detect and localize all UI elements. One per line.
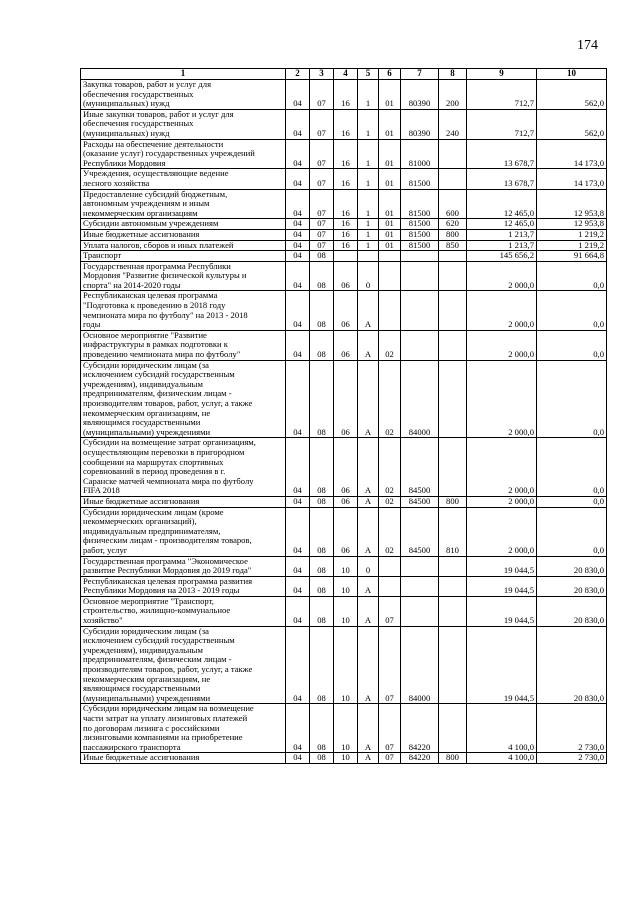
cell-section: 04 — [286, 753, 310, 764]
cell-amount-2019: 2 000,0 — [467, 438, 537, 497]
table-row — [81, 229, 607, 240]
cell-section: 04 — [286, 496, 310, 507]
cell-name: Государственная программа Республики Мордовия "Развитие физической культуры и спорта" на 2014-2020 годы — [81, 261, 286, 291]
cell-section: 04 — [286, 240, 310, 251]
cell-expense-type: 800 — [439, 229, 467, 240]
cell-name: Иные закупки товаров, работ и услуг для обеспечения государственных (муниципальных) нужд — [81, 109, 286, 139]
cell-program: 16 — [334, 139, 358, 169]
cell-subsection: 07 — [310, 240, 334, 251]
column-header-8: 8 — [439, 69, 467, 80]
cell-amount-2020: 1 219,2 — [537, 229, 607, 240]
cell-expense-type — [439, 360, 467, 438]
column-header-6: 6 — [379, 69, 401, 80]
cell-subprogram: 1 — [358, 169, 379, 189]
cell-subprogram: А — [358, 704, 379, 753]
cell-program: 10 — [334, 576, 358, 596]
column-header-2: 2 — [286, 69, 310, 80]
cell-name: Субсидии юридическим лицам (за исключением субсидий государственным учреждениям), индивидуальным предпринимателям, физическим лицам - производителям товаров, работ, услуг, а также некоммерческим организациям, не являющимся государственными (муниципальными) учреждениями — [81, 626, 286, 704]
cell-subprogram: А — [358, 626, 379, 704]
cell-event: 02 — [379, 330, 401, 360]
cell-name: Расходы на обеспечение деятельности (оказание услуг) государственных учреждений Республики Мордовия — [81, 139, 286, 169]
cell-direction — [401, 291, 439, 330]
table-row — [81, 496, 607, 507]
cell-section: 04 — [286, 507, 310, 556]
cell-direction: 80390 — [401, 80, 439, 110]
cell-amount-2020: 20 830,0 — [537, 576, 607, 596]
table-row — [81, 240, 607, 251]
cell-amount-2019: 712,7 — [467, 80, 537, 110]
cell-event: 01 — [379, 240, 401, 251]
cell-program: 10 — [334, 626, 358, 704]
cell-subsection: 07 — [310, 109, 334, 139]
cell-program: 10 — [334, 596, 358, 626]
cell-name: Государственная программа "Экономическое развитие Республики Мордовия до 2019 года" — [81, 556, 286, 576]
cell-subsection: 07 — [310, 229, 334, 240]
cell-event: 07 — [379, 704, 401, 753]
cell-subprogram: А — [358, 291, 379, 330]
cell-event: 02 — [379, 496, 401, 507]
cell-section: 04 — [286, 189, 310, 219]
cell-expense-type: 600 — [439, 189, 467, 219]
cell-direction: 81500 — [401, 189, 439, 219]
table-row — [81, 596, 607, 626]
cell-name: Основное мероприятие "Транспорт, строительство, жилищно-коммунальное хозяйство" — [81, 596, 286, 626]
cell-subprogram: 1 — [358, 229, 379, 240]
cell-direction: 84500 — [401, 496, 439, 507]
cell-subsection: 08 — [310, 704, 334, 753]
cell-subsection: 08 — [310, 330, 334, 360]
cell-name: Иные бюджетные ассигнования — [81, 753, 286, 764]
cell-subsection: 08 — [310, 596, 334, 626]
cell-amount-2020: 20 830,0 — [537, 596, 607, 626]
cell-amount-2019: 2 000,0 — [467, 507, 537, 556]
cell-expense-type — [439, 291, 467, 330]
cell-expense-type — [439, 330, 467, 360]
cell-subprogram: 1 — [358, 219, 379, 230]
cell-expense-type — [439, 556, 467, 576]
cell-name: Субсидии автономным учреждениям — [81, 219, 286, 230]
cell-event — [379, 251, 401, 262]
cell-subprogram: 0 — [358, 556, 379, 576]
column-header-7: 7 — [401, 69, 439, 80]
cell-subsection: 07 — [310, 219, 334, 230]
cell-section: 04 — [286, 330, 310, 360]
cell-section: 04 — [286, 704, 310, 753]
cell-amount-2020: 20 830,0 — [537, 626, 607, 704]
table-row — [81, 753, 607, 764]
cell-amount-2020: 0,0 — [537, 496, 607, 507]
cell-event — [379, 291, 401, 330]
cell-subprogram: А — [358, 438, 379, 497]
page-number: 174 — [577, 38, 598, 53]
cell-amount-2020: 0,0 — [537, 360, 607, 438]
cell-amount-2020: 562,0 — [537, 80, 607, 110]
table-row — [81, 189, 607, 219]
cell-amount-2020: 562,0 — [537, 109, 607, 139]
cell-event: 02 — [379, 360, 401, 438]
cell-section: 04 — [286, 596, 310, 626]
cell-name: Субсидии юридическим лицам (кроме некоммерческих организаций), индивидуальным предпринимателям, физическим лицам - производителям товаров, работ, услуг — [81, 507, 286, 556]
cell-amount-2019: 1 213,7 — [467, 240, 537, 251]
cell-subsection: 08 — [310, 251, 334, 262]
table-row — [81, 704, 607, 753]
cell-direction: 80390 — [401, 109, 439, 139]
table-row — [81, 261, 607, 291]
cell-amount-2020: 0,0 — [537, 291, 607, 330]
column-header-4: 4 — [334, 69, 358, 80]
cell-name: Субсидии юридическим лицам на возмещение части затрат на уплату лизинговых платежей по договорам лизинга с российскими лизинговыми компаниями на приобретение пассажирского транспорта — [81, 704, 286, 753]
cell-direction — [401, 596, 439, 626]
cell-program: 16 — [334, 219, 358, 230]
cell-event: 01 — [379, 139, 401, 169]
cell-event: 02 — [379, 438, 401, 497]
cell-expense-type — [439, 261, 467, 291]
cell-subsection: 08 — [310, 360, 334, 438]
cell-amount-2020: 12 953,8 — [537, 219, 607, 230]
cell-event: 01 — [379, 169, 401, 189]
cell-event: 01 — [379, 219, 401, 230]
cell-expense-type: 810 — [439, 507, 467, 556]
cell-subsection: 07 — [310, 139, 334, 169]
cell-event: 01 — [379, 229, 401, 240]
cell-name: Субсидии на возмещение затрат организациям, осуществляющим перевозки в пригородном сообщении на маршрутах спортивных соревнований в период проведения в г. Саранске матчей чемпионата мира по футболу FIFA 2018 — [81, 438, 286, 497]
cell-direction — [401, 556, 439, 576]
cell-name: Основное мероприятие "Развитие инфраструктуры в рамках подготовки к проведению чемпионата мира по футболу" — [81, 330, 286, 360]
table-row — [81, 438, 607, 497]
cell-program: 16 — [334, 80, 358, 110]
table-row — [81, 360, 607, 438]
cell-program: 10 — [334, 753, 358, 764]
cell-expense-type: 850 — [439, 240, 467, 251]
cell-amount-2020: 0,0 — [537, 438, 607, 497]
cell-section: 04 — [286, 576, 310, 596]
cell-name: Предоставление субсидий бюджетным, автономным учреждениям и иным некоммерческим организациям — [81, 189, 286, 219]
cell-amount-2019: 712,7 — [467, 109, 537, 139]
cell-program: 16 — [334, 189, 358, 219]
cell-amount-2020: 2 730,0 — [537, 704, 607, 753]
cell-amount-2019: 4 100,0 — [467, 753, 537, 764]
column-header-3: 3 — [310, 69, 334, 80]
cell-direction: 84500 — [401, 507, 439, 556]
cell-name: Субсидии юридическим лицам (за исключением субсидий государственным учреждениям), индивидуальным предпринимателям, физическим лицам - производителям товаров, работ, услуг, а также некоммерческим организациям, не являющимся государственными (муниципальными) учреждениями — [81, 360, 286, 438]
cell-amount-2020: 1 219,2 — [537, 240, 607, 251]
cell-expense-type — [439, 139, 467, 169]
cell-expense-type — [439, 596, 467, 626]
cell-subsection: 08 — [310, 438, 334, 497]
cell-section: 04 — [286, 109, 310, 139]
cell-subprogram: А — [358, 496, 379, 507]
cell-name: Иные бюджетные ассигнования — [81, 496, 286, 507]
cell-amount-2019: 13 678,7 — [467, 139, 537, 169]
cell-subprogram: 1 — [358, 80, 379, 110]
cell-subsection: 08 — [310, 496, 334, 507]
cell-event: 01 — [379, 109, 401, 139]
column-header-10: 10 — [537, 69, 607, 80]
cell-expense-type: 800 — [439, 496, 467, 507]
cell-subsection: 08 — [310, 626, 334, 704]
cell-subprogram: А — [358, 596, 379, 626]
cell-amount-2020: 20 830,0 — [537, 556, 607, 576]
cell-amount-2020: 14 173,0 — [537, 139, 607, 169]
cell-section: 04 — [286, 556, 310, 576]
cell-amount-2019: 19 044,5 — [467, 596, 537, 626]
cell-program: 10 — [334, 704, 358, 753]
cell-program: 06 — [334, 496, 358, 507]
table-row — [81, 626, 607, 704]
table-row — [81, 556, 607, 576]
cell-name: Республиканская целевая программа развития Республики Мордовия на 2013 - 2019 годы — [81, 576, 286, 596]
cell-expense-type: 620 — [439, 219, 467, 230]
cell-name: Республиканская целевая программа "Подготовка к проведению в 2018 году чемпионата мира по футболу" на 2013 - 2018 годы — [81, 291, 286, 330]
cell-amount-2019: 12 465,0 — [467, 189, 537, 219]
cell-amount-2019: 19 044,5 — [467, 576, 537, 596]
cell-direction: 84220 — [401, 704, 439, 753]
cell-direction — [401, 576, 439, 596]
cell-subprogram: 1 — [358, 240, 379, 251]
cell-subsection: 07 — [310, 189, 334, 219]
cell-expense-type: 200 — [439, 80, 467, 110]
cell-direction — [401, 330, 439, 360]
cell-expense-type — [439, 626, 467, 704]
cell-subprogram: А — [358, 330, 379, 360]
cell-subsection: 08 — [310, 556, 334, 576]
cell-amount-2020: 2 730,0 — [537, 753, 607, 764]
cell-amount-2019: 1 213,7 — [467, 229, 537, 240]
column-header-1: 1 — [81, 69, 286, 80]
cell-name: Иные бюджетные ассигнования — [81, 229, 286, 240]
cell-program: 10 — [334, 556, 358, 576]
cell-subprogram — [358, 251, 379, 262]
table-row — [81, 139, 607, 169]
cell-event — [379, 261, 401, 291]
cell-subprogram: А — [358, 507, 379, 556]
cell-amount-2020: 0,0 — [537, 507, 607, 556]
cell-section: 04 — [286, 626, 310, 704]
table-row — [81, 330, 607, 360]
cell-section: 04 — [286, 139, 310, 169]
table-row — [81, 80, 607, 110]
cell-amount-2020: 91 664,8 — [537, 251, 607, 262]
cell-section: 04 — [286, 438, 310, 497]
cell-amount-2019: 145 656,2 — [467, 251, 537, 262]
table-body — [81, 80, 607, 764]
cell-direction — [401, 261, 439, 291]
cell-direction: 81500 — [401, 240, 439, 251]
cell-section: 04 — [286, 80, 310, 110]
cell-amount-2019: 4 100,0 — [467, 704, 537, 753]
cell-subprogram: 1 — [358, 139, 379, 169]
cell-program: 16 — [334, 109, 358, 139]
cell-expense-type: 800 — [439, 753, 467, 764]
cell-direction: 84000 — [401, 360, 439, 438]
cell-amount-2020: 12 953,8 — [537, 189, 607, 219]
budget-table — [80, 68, 607, 764]
cell-expense-type — [439, 169, 467, 189]
cell-subprogram: А — [358, 360, 379, 438]
cell-amount-2019: 13 678,7 — [467, 169, 537, 189]
cell-event: 02 — [379, 507, 401, 556]
cell-subsection: 08 — [310, 753, 334, 764]
cell-program: 06 — [334, 291, 358, 330]
table-row — [81, 251, 607, 262]
cell-name: Закупка товаров, работ и услуг для обеспечения государственных (муниципальных) нужд — [81, 80, 286, 110]
cell-program: 06 — [334, 360, 358, 438]
cell-subprogram: 0 — [358, 261, 379, 291]
cell-subprogram: А — [358, 576, 379, 596]
cell-event: 01 — [379, 80, 401, 110]
cell-program: 06 — [334, 438, 358, 497]
cell-program: 06 — [334, 261, 358, 291]
cell-amount-2019: 19 044,5 — [467, 556, 537, 576]
cell-amount-2019: 12 465,0 — [467, 219, 537, 230]
cell-subsection: 08 — [310, 261, 334, 291]
cell-expense-type — [439, 251, 467, 262]
cell-amount-2020: 0,0 — [537, 330, 607, 360]
cell-subsection: 07 — [310, 80, 334, 110]
column-header-9: 9 — [467, 69, 537, 80]
cell-program: 16 — [334, 240, 358, 251]
cell-program: 06 — [334, 330, 358, 360]
cell-direction: 81500 — [401, 169, 439, 189]
cell-subsection: 08 — [310, 507, 334, 556]
cell-direction: 81000 — [401, 139, 439, 169]
cell-program: 06 — [334, 507, 358, 556]
cell-subprogram: 1 — [358, 189, 379, 219]
cell-section: 04 — [286, 291, 310, 330]
cell-amount-2019: 2 000,0 — [467, 496, 537, 507]
cell-expense-type — [439, 704, 467, 753]
cell-event: 01 — [379, 189, 401, 219]
cell-name: Транспорт — [81, 251, 286, 262]
cell-direction — [401, 251, 439, 262]
cell-program — [334, 251, 358, 262]
cell-amount-2020: 14 173,0 — [537, 169, 607, 189]
cell-event — [379, 556, 401, 576]
column-header-5: 5 — [358, 69, 379, 80]
cell-amount-2019: 2 000,0 — [467, 261, 537, 291]
cell-section: 04 — [286, 261, 310, 291]
cell-section: 04 — [286, 219, 310, 230]
cell-section: 04 — [286, 229, 310, 240]
cell-direction: 81500 — [401, 229, 439, 240]
cell-subsection: 08 — [310, 576, 334, 596]
table-header-row — [81, 69, 607, 80]
table-row — [81, 291, 607, 330]
cell-section: 04 — [286, 169, 310, 189]
cell-section: 04 — [286, 360, 310, 438]
cell-program: 16 — [334, 229, 358, 240]
cell-name: Учреждения, осуществляющие ведение лесного хозяйства — [81, 169, 286, 189]
cell-expense-type: 240 — [439, 109, 467, 139]
cell-event — [379, 576, 401, 596]
cell-amount-2019: 2 000,0 — [467, 360, 537, 438]
table-row — [81, 507, 607, 556]
cell-program: 16 — [334, 169, 358, 189]
cell-amount-2019: 2 000,0 — [467, 330, 537, 360]
cell-subsection: 07 — [310, 169, 334, 189]
cell-name: Уплата налогов, сборов и иных платежей — [81, 240, 286, 251]
cell-expense-type — [439, 438, 467, 497]
cell-expense-type — [439, 576, 467, 596]
cell-subprogram: 1 — [358, 109, 379, 139]
cell-event: 07 — [379, 596, 401, 626]
cell-amount-2019: 2 000,0 — [467, 291, 537, 330]
cell-amount-2020: 0,0 — [537, 261, 607, 291]
cell-event: 07 — [379, 626, 401, 704]
cell-amount-2019: 19 044,5 — [467, 626, 537, 704]
cell-section: 04 — [286, 251, 310, 262]
table-row — [81, 576, 607, 596]
cell-direction: 84500 — [401, 438, 439, 497]
table-row — [81, 169, 607, 189]
table-row — [81, 109, 607, 139]
cell-direction: 84220 — [401, 753, 439, 764]
cell-direction: 84000 — [401, 626, 439, 704]
cell-event: 07 — [379, 753, 401, 764]
cell-subprogram: А — [358, 753, 379, 764]
cell-subsection: 08 — [310, 291, 334, 330]
table-row — [81, 219, 607, 230]
cell-direction: 81500 — [401, 219, 439, 230]
